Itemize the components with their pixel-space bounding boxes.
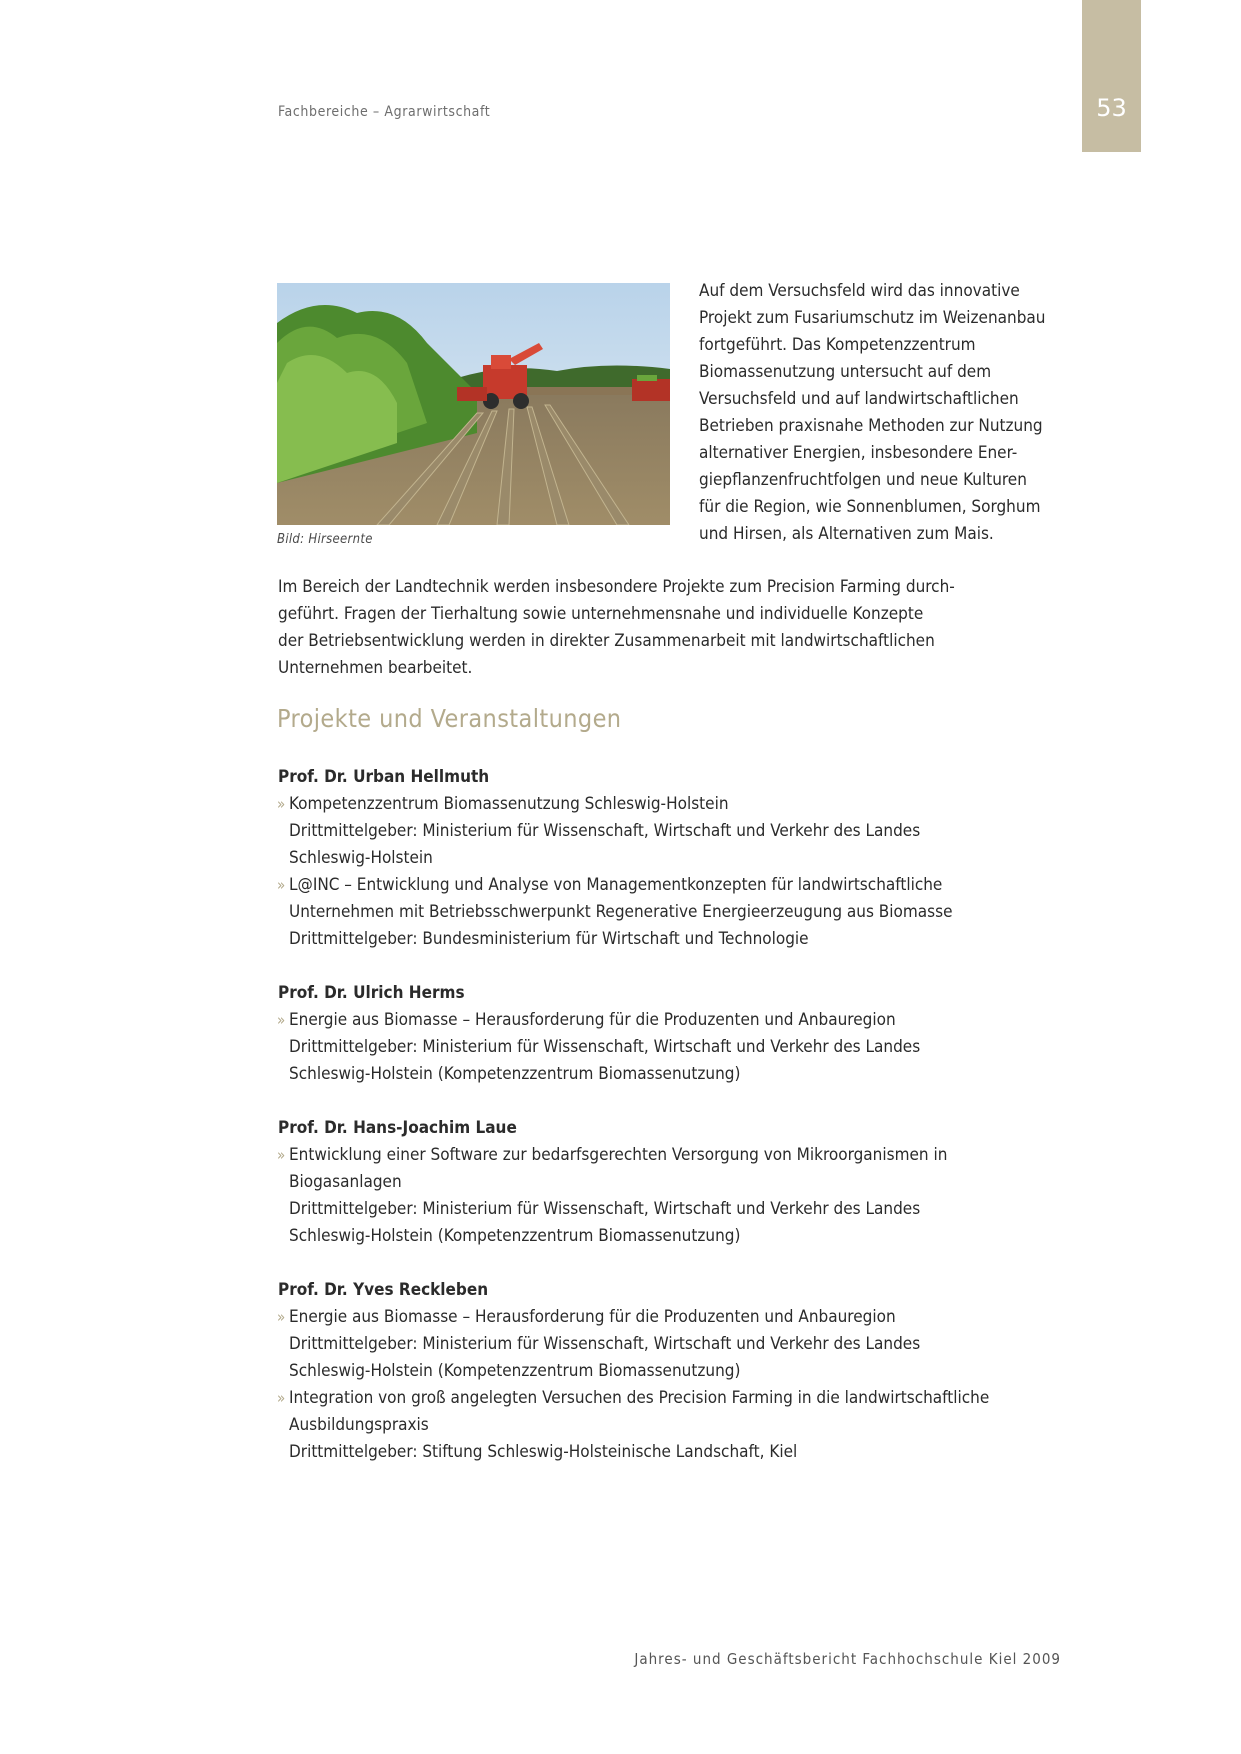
project-line: Drittmittelgeber: Bundesministerium für Wirtschaft und Technologie [289,929,809,949]
project-item [278,1007,1098,1088]
project-line: Schleswig-Holstein (Kompetenzzentrum Biomassenutzung) [289,1226,741,1246]
intro-line: giepflanzenfruchtfolgen und neue Kulturen [699,470,1027,490]
project-line: Schleswig-Holstein (Kompetenzzentrum Biomassenutzung) [289,1361,741,1381]
body-paragraph [278,574,1078,682]
intro-line: Versuchsfeld und auf landwirtschaftlichen [699,389,1019,409]
bullet-icon: » [277,876,286,894]
project-line: Unternehmen mit Betriebsschwerpunkt Regenerative Energieerzeugung aus Biomasse [289,902,953,922]
bullet-icon: » [277,1389,286,1407]
project-line: Integration von groß angelegten Versuchen des Precision Farming in die landwirtschaftliche [289,1388,990,1408]
project-line: L@INC – Entwicklung und Analyse von Managementkonzepten für landwirtschaftliche [289,875,943,895]
professor-name: Prof. Dr. Yves Reckleben [278,1280,489,1300]
project-line: Drittmittelgeber: Ministerium für Wissenschaft, Wirtschaft und Verkehr des Landes [289,1334,921,1354]
project-line: Drittmittelgeber: Stiftung Schleswig-Holsteinische Landschaft, Kiel [289,1442,798,1462]
project-line: Kompetenzzentrum Biomassenutzung Schleswig-Holstein [289,794,729,814]
project-item [278,872,1098,953]
intro-line: Betrieben praxisnahe Methoden zur Nutzung [699,416,1043,436]
project-line: Entwicklung einer Software zur bedarfsgerechten Versorgung von Mikroorganismen in [289,1145,948,1165]
intro-line: Auf dem Versuchsfeld wird das innovative [699,281,1020,301]
intro-line: für die Region, wie Sonnenblumen, Sorghum [699,497,1041,517]
project-item [278,1142,1098,1250]
body-line: der Betriebsentwicklung werden in direkter Zusammenarbeit mit landwirtschaftlichen [278,631,935,651]
professor-name: Prof. Dr. Ulrich Herms [278,983,465,1003]
professor-name: Prof. Dr. Hans-Joachim Laue [278,1118,517,1138]
project-line: Energie aus Biomasse – Herausforderung für die Produzenten und Anbauregion [289,1307,896,1327]
body-line: Im Bereich der Landtechnik werden insbesondere Projekte zum Precision Farming durch- [278,577,955,597]
bullet-icon: » [277,1308,286,1326]
running-header: Fachbereiche – Agrarwirtschaft [278,104,491,120]
professor-block [278,980,1098,1088]
photo-caption: Bild: Hirseernte [277,532,373,547]
project-line: Schleswig-Holstein (Kompetenzzentrum Biomassenutzung) [289,1064,741,1084]
intro-line: alternativer Energien, insbesondere Ener- [699,443,1018,463]
intro-line: fortgeführt. Das Kompetenzzentrum [699,335,976,355]
projects-list [278,764,1098,1493]
hirseernte-photo [277,283,670,525]
page-number-tab [1082,0,1141,152]
bullet-icon: » [277,1011,286,1029]
professor-block [278,1115,1098,1250]
intro-line: Biomassenutzung untersucht auf dem [699,362,992,382]
intro-line: Projekt zum Fusariumschutz im Weizenanbau [699,308,1046,328]
professor-block [278,1277,1098,1466]
project-line: Schleswig-Holstein [289,848,433,868]
professor-block [278,764,1098,953]
page-number: 53 [1096,94,1127,122]
professor-name: Prof. Dr. Urban Hellmuth [278,767,490,787]
project-item [278,1304,1098,1385]
project-line: Energie aus Biomasse – Herausforderung für die Produzenten und Anbauregion [289,1010,896,1030]
section-heading: Projekte und Veranstaltungen [277,704,622,733]
intro-paragraph [699,278,1069,548]
project-line: Drittmittelgeber: Ministerium für Wissenschaft, Wirtschaft und Verkehr des Landes [289,821,921,841]
body-line: geführt. Fragen der Tierhaltung sowie unternehmensnahe und individuelle Konzepte [278,604,924,624]
project-line: Ausbildungspraxis [289,1415,429,1435]
project-line: Drittmittelgeber: Ministerium für Wissenschaft, Wirtschaft und Verkehr des Landes [289,1037,921,1057]
bullet-icon: » [277,795,286,813]
body-line: Unternehmen bearbeitet. [278,658,473,678]
intro-line: und Hirsen, als Alternativen zum Mais. [699,524,994,544]
project-item [278,1385,1098,1466]
bullet-icon: » [277,1146,286,1164]
project-line: Drittmittelgeber: Ministerium für Wissenschaft, Wirtschaft und Verkehr des Landes [289,1199,921,1219]
project-line: Biogasanlagen [289,1172,402,1192]
page-footer: Jahres- und Geschäftsbericht Fachhochschule Kiel 2009 [634,1650,1061,1668]
project-item [278,791,1098,872]
